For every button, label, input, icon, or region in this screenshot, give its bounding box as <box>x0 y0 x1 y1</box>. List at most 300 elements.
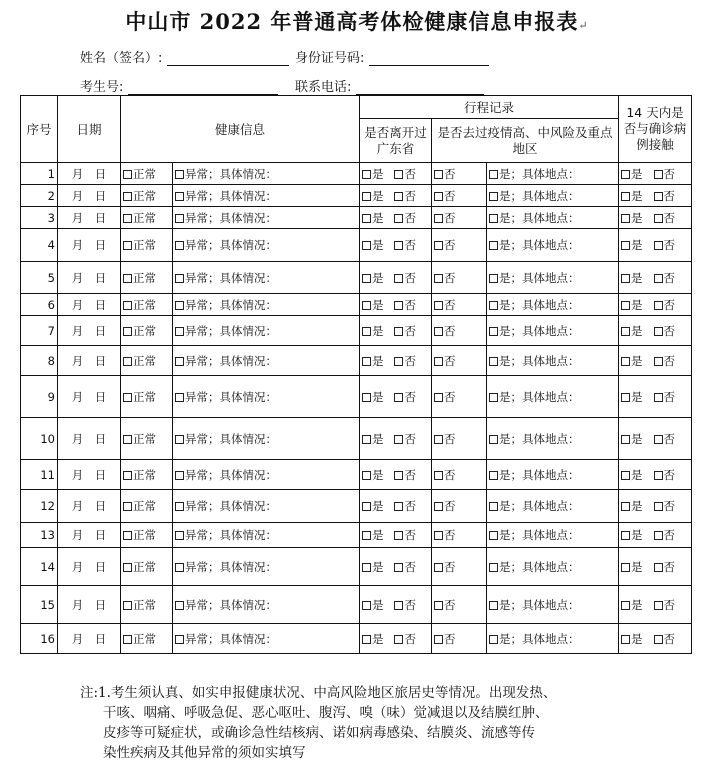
left-gd-yes-checkbox[interactable] <box>362 435 371 444</box>
risk-no-checkbox[interactable] <box>434 274 443 283</box>
row-abnormal-option[interactable]: 异常；具体情况： <box>173 346 360 376</box>
contact-no-checkbox[interactable] <box>654 301 663 310</box>
risk-no-checkbox[interactable] <box>434 435 443 444</box>
row-seq: 4 <box>21 229 58 262</box>
left-gd-yes-checkbox[interactable] <box>362 241 371 250</box>
row-contact[interactable]: 是 否 <box>619 548 692 586</box>
row-normal-option[interactable]: 正常 <box>121 316 173 346</box>
contact-no-checkbox[interactable] <box>654 192 663 201</box>
row-seq: 1 <box>21 163 58 185</box>
risk-no-checkbox[interactable] <box>434 601 443 610</box>
contact-yes-checkbox[interactable] <box>621 471 630 480</box>
row-risk-yes-option[interactable]: 是；具体地点： <box>487 294 619 316</box>
contact-yes-checkbox[interactable] <box>621 327 630 336</box>
row-left-guangdong[interactable]: 是 否 <box>360 262 432 294</box>
row-left-guangdong[interactable]: 是 否 <box>360 418 432 460</box>
row-risk-yes-option[interactable]: 是；具体地点： <box>487 490 619 523</box>
footnote-line-2: 干咳、咽痛、呼吸急促、恶心呕吐、腹泻、嗅（味）觉减退以及结膜红肿、 <box>103 705 549 721</box>
row-date[interactable]: 月 日 <box>58 586 121 624</box>
header-contact: 14 天内是否与确诊病例接触 <box>619 96 692 163</box>
left-gd-yes-checkbox[interactable] <box>362 471 371 480</box>
risk-no-checkbox[interactable] <box>434 357 443 366</box>
contact-yes-checkbox[interactable] <box>621 192 630 201</box>
risk-yes-checkbox[interactable] <box>489 502 498 511</box>
row-risk-yes-option[interactable]: 是；具体地点： <box>487 376 619 418</box>
contact-no-checkbox[interactable] <box>654 241 663 250</box>
row-date[interactable]: 月 日 <box>58 376 121 418</box>
contact-no-checkbox[interactable] <box>654 601 663 610</box>
row-normal-option[interactable]: 正常 <box>121 262 173 294</box>
row-left-guangdong[interactable]: 是 否 <box>360 316 432 346</box>
left-gd-no-checkbox[interactable] <box>394 435 403 444</box>
name-label: 姓名（签名）: <box>80 51 163 66</box>
footnote-line-3: 皮疹等可疑症状，或确诊急性结核病、诺如病毒感染、结膜炎、流感等传 <box>103 725 535 741</box>
row-abnormal-option[interactable]: 异常；具体情况： <box>173 624 360 654</box>
table-row <box>21 376 692 418</box>
row-abnormal-option[interactable]: 异常；具体情况： <box>173 185 360 207</box>
normal-checkbox[interactable] <box>123 214 132 223</box>
left-gd-yes-checkbox[interactable] <box>362 357 371 366</box>
row-risk-yes-option[interactable]: 是；具体地点： <box>487 418 619 460</box>
row-left-guangdong[interactable]: 是 否 <box>360 207 432 229</box>
footnote <box>80 683 680 763</box>
abnormal-checkbox[interactable] <box>175 601 184 610</box>
footnote-line-4: 染性疾病及其他异常的须如实填写 <box>103 745 306 761</box>
left-gd-no-checkbox[interactable] <box>394 170 403 179</box>
abnormal-checkbox[interactable] <box>175 635 184 644</box>
table-row <box>21 523 692 548</box>
left-gd-no-checkbox[interactable] <box>394 635 403 644</box>
normal-checkbox[interactable] <box>123 563 132 572</box>
row-contact[interactable]: 是 否 <box>619 229 692 262</box>
risk-yes-checkbox[interactable] <box>489 635 498 644</box>
row-seq: 8 <box>21 346 58 376</box>
row-risk-no-option[interactable]: 否 <box>432 460 487 490</box>
risk-no-checkbox[interactable] <box>434 214 443 223</box>
row-left-guangdong[interactable]: 是 否 <box>360 523 432 548</box>
normal-checkbox[interactable] <box>123 635 132 644</box>
table-row <box>21 418 692 460</box>
abnormal-checkbox[interactable] <box>175 435 184 444</box>
row-date[interactable]: 月 日 <box>58 185 121 207</box>
row-normal-option[interactable]: 正常 <box>121 229 173 262</box>
row-contact[interactable]: 是 否 <box>619 163 692 185</box>
abnormal-checkbox[interactable] <box>175 301 184 310</box>
page-title <box>0 6 714 36</box>
contact-yes-checkbox[interactable] <box>621 301 630 310</box>
row-date[interactable]: 月 日 <box>58 490 121 523</box>
row-risk-no-option[interactable]: 否 <box>432 185 487 207</box>
row-risk-yes-option[interactable]: 是；具体地点： <box>487 346 619 376</box>
risk-yes-checkbox[interactable] <box>489 393 498 402</box>
normal-checkbox[interactable] <box>123 274 132 283</box>
table-row <box>21 262 692 294</box>
contact-no-checkbox[interactable] <box>654 563 663 572</box>
left-gd-no-checkbox[interactable] <box>394 327 403 336</box>
left-gd-yes-checkbox[interactable] <box>362 214 371 223</box>
row-normal-option[interactable]: 正常 <box>121 490 173 523</box>
abnormal-checkbox[interactable] <box>175 393 184 402</box>
row-normal-option[interactable]: 正常 <box>121 624 173 654</box>
row-risk-no-option[interactable]: 否 <box>432 586 487 624</box>
risk-no-checkbox[interactable] <box>434 192 443 201</box>
row-left-guangdong[interactable]: 是 否 <box>360 624 432 654</box>
row-risk-no-option[interactable]: 否 <box>432 548 487 586</box>
left-gd-yes-checkbox[interactable] <box>362 393 371 402</box>
row-date[interactable]: 月 日 <box>58 523 121 548</box>
normal-checkbox[interactable] <box>123 241 132 250</box>
risk-yes-checkbox[interactable] <box>489 214 498 223</box>
normal-checkbox[interactable] <box>123 327 132 336</box>
contact-no-checkbox[interactable] <box>654 214 663 223</box>
contact-yes-checkbox[interactable] <box>621 435 630 444</box>
contact-yes-checkbox[interactable] <box>621 393 630 402</box>
row-normal-option[interactable]: 正常 <box>121 163 173 185</box>
abnormal-checkbox[interactable] <box>175 241 184 250</box>
row-seq: 11 <box>21 460 58 490</box>
table-row <box>21 624 692 654</box>
risk-no-checkbox[interactable] <box>434 301 443 310</box>
row-abnormal-option[interactable]: 异常；具体情况： <box>173 548 360 586</box>
row-left-guangdong[interactable]: 是 否 <box>360 376 432 418</box>
row-contact[interactable]: 是 否 <box>619 346 692 376</box>
contact-no-checkbox[interactable] <box>654 502 663 511</box>
row-risk-yes-option[interactable]: 是；具体地点： <box>487 207 619 229</box>
row-normal-option[interactable]: 正常 <box>121 346 173 376</box>
abnormal-checkbox[interactable] <box>175 214 184 223</box>
left-gd-yes-checkbox[interactable] <box>362 301 371 310</box>
abnormal-checkbox[interactable] <box>175 170 184 179</box>
row-date[interactable]: 月 日 <box>58 460 121 490</box>
row-left-guangdong[interactable]: 是 否 <box>360 294 432 316</box>
abnormal-checkbox[interactable] <box>175 192 184 201</box>
left-gd-no-checkbox[interactable] <box>394 214 403 223</box>
row-risk-yes-option[interactable]: 是；具体地点： <box>487 229 619 262</box>
table-row <box>21 460 692 490</box>
left-gd-yes-checkbox[interactable] <box>362 192 371 201</box>
left-gd-yes-checkbox[interactable] <box>362 563 371 572</box>
row-seq: 6 <box>21 294 58 316</box>
risk-yes-checkbox[interactable] <box>489 471 498 480</box>
row-left-guangdong[interactable]: 是 否 <box>360 548 432 586</box>
row-risk-no-option[interactable]: 否 <box>432 346 487 376</box>
table-row <box>21 294 692 316</box>
normal-checkbox[interactable] <box>123 435 132 444</box>
row-risk-yes-option[interactable]: 是；具体地点： <box>487 460 619 490</box>
left-gd-no-checkbox[interactable] <box>394 471 403 480</box>
risk-yes-checkbox[interactable] <box>489 327 498 336</box>
row-contact[interactable]: 是 否 <box>619 418 692 460</box>
row-seq: 10 <box>21 418 58 460</box>
row-date[interactable]: 月 日 <box>58 418 121 460</box>
exam-no-input-line[interactable] <box>128 80 278 95</box>
row-left-guangdong[interactable]: 是 否 <box>360 229 432 262</box>
row-contact[interactable]: 是 否 <box>619 460 692 490</box>
table-body <box>21 163 692 654</box>
risk-yes-checkbox[interactable] <box>489 301 498 310</box>
table-row <box>21 490 692 523</box>
abnormal-checkbox[interactable] <box>175 531 184 540</box>
contact-no-checkbox[interactable] <box>654 357 663 366</box>
row-risk-no-option[interactable]: 否 <box>432 490 487 523</box>
id-field-row <box>295 47 489 66</box>
contact-no-checkbox[interactable] <box>654 327 663 336</box>
contact-no-checkbox[interactable] <box>654 435 663 444</box>
row-left-guangdong[interactable]: 是 否 <box>360 163 432 185</box>
row-risk-yes-option[interactable]: 是；具体地点： <box>487 586 619 624</box>
row-seq: 15 <box>21 586 58 624</box>
risk-yes-checkbox[interactable] <box>489 601 498 610</box>
contact-yes-checkbox[interactable] <box>621 241 630 250</box>
row-seq: 2 <box>21 185 58 207</box>
row-contact[interactable]: 是 否 <box>619 207 692 229</box>
row-risk-no-option[interactable]: 否 <box>432 376 487 418</box>
table-row <box>21 229 692 262</box>
row-seq: 7 <box>21 316 58 346</box>
normal-checkbox[interactable] <box>123 601 132 610</box>
declaration-table <box>20 95 692 654</box>
row-left-guangdong[interactable]: 是 否 <box>360 346 432 376</box>
left-gd-no-checkbox[interactable] <box>394 192 403 201</box>
table-row <box>21 346 692 376</box>
row-left-guangdong[interactable]: 是 否 <box>360 185 432 207</box>
name-field-row <box>80 47 289 66</box>
row-contact[interactable]: 是 否 <box>619 316 692 346</box>
left-gd-yes-checkbox[interactable] <box>362 531 371 540</box>
abnormal-checkbox[interactable] <box>175 502 184 511</box>
abnormal-checkbox[interactable] <box>175 274 184 283</box>
risk-no-checkbox[interactable] <box>434 241 443 250</box>
row-normal-option[interactable]: 正常 <box>121 185 173 207</box>
risk-no-checkbox[interactable] <box>434 170 443 179</box>
row-risk-yes-option[interactable]: 是；具体地点： <box>487 548 619 586</box>
normal-checkbox[interactable] <box>123 170 132 179</box>
row-risk-no-option[interactable]: 否 <box>432 316 487 346</box>
contact-yes-checkbox[interactable] <box>621 502 630 511</box>
row-contact[interactable]: 是 否 <box>619 523 692 548</box>
row-left-guangdong[interactable]: 是 否 <box>360 490 432 523</box>
normal-checkbox[interactable] <box>123 192 132 201</box>
row-abnormal-option[interactable]: 异常；具体情况： <box>173 418 360 460</box>
name-input-line[interactable] <box>167 51 289 66</box>
row-normal-option[interactable]: 正常 <box>121 548 173 586</box>
contact-yes-checkbox[interactable] <box>621 170 630 179</box>
row-contact[interactable]: 是 否 <box>619 624 692 654</box>
contact-yes-checkbox[interactable] <box>621 214 630 223</box>
left-gd-no-checkbox[interactable] <box>394 274 403 283</box>
row-abnormal-option[interactable]: 异常；具体情况： <box>173 207 360 229</box>
row-abnormal-option[interactable]: 异常；具体情况： <box>173 229 360 262</box>
risk-no-checkbox[interactable] <box>434 327 443 336</box>
left-gd-yes-checkbox[interactable] <box>362 327 371 336</box>
row-normal-option[interactable]: 正常 <box>121 460 173 490</box>
contact-yes-checkbox[interactable] <box>621 531 630 540</box>
contact-yes-checkbox[interactable] <box>621 274 630 283</box>
row-risk-no-option[interactable]: 否 <box>432 418 487 460</box>
header-date: 日期 <box>58 96 121 163</box>
contact-no-checkbox[interactable] <box>654 170 663 179</box>
risk-yes-checkbox[interactable] <box>489 274 498 283</box>
phone-label: 联系电话: <box>295 80 352 95</box>
normal-checkbox[interactable] <box>123 357 132 366</box>
row-risk-yes-option[interactable]: 是；具体地点： <box>487 163 619 185</box>
row-seq: 3 <box>21 207 58 229</box>
normal-checkbox[interactable] <box>123 393 132 402</box>
row-risk-no-option[interactable]: 否 <box>432 262 487 294</box>
contact-no-checkbox[interactable] <box>654 635 663 644</box>
row-normal-option[interactable]: 正常 <box>121 294 173 316</box>
risk-yes-checkbox[interactable] <box>489 357 498 366</box>
row-left-guangdong[interactable]: 是 否 <box>360 460 432 490</box>
left-gd-no-checkbox[interactable] <box>394 502 403 511</box>
header-travel: 行程记录 <box>360 96 619 119</box>
row-abnormal-option[interactable]: 异常；具体情况： <box>173 294 360 316</box>
header-health: 健康信息 <box>121 96 360 163</box>
row-contact[interactable]: 是 否 <box>619 294 692 316</box>
row-left-guangdong[interactable]: 是 否 <box>360 586 432 624</box>
table-row <box>21 548 692 586</box>
contact-yes-checkbox[interactable] <box>621 563 630 572</box>
contact-no-checkbox[interactable] <box>654 471 663 480</box>
normal-checkbox[interactable] <box>123 301 132 310</box>
row-abnormal-option[interactable]: 异常；具体情况： <box>173 586 360 624</box>
risk-yes-checkbox[interactable] <box>489 531 498 540</box>
row-abnormal-option[interactable]: 异常；具体情况： <box>173 262 360 294</box>
row-risk-no-option[interactable]: 否 <box>432 523 487 548</box>
row-risk-yes-option[interactable]: 是；具体地点： <box>487 523 619 548</box>
normal-checkbox[interactable] <box>123 531 132 540</box>
exam-no-label: 考生号: <box>80 80 124 95</box>
row-date[interactable]: 月 日 <box>58 548 121 586</box>
row-abnormal-option[interactable]: 异常；具体情况： <box>173 163 360 185</box>
normal-checkbox[interactable] <box>123 502 132 511</box>
risk-no-checkbox[interactable] <box>434 531 443 540</box>
normal-checkbox[interactable] <box>123 471 132 480</box>
row-contact[interactable]: 是 否 <box>619 262 692 294</box>
risk-yes-checkbox[interactable] <box>489 170 498 179</box>
row-abnormal-option[interactable]: 异常；具体情况： <box>173 523 360 548</box>
contact-yes-checkbox[interactable] <box>621 357 630 366</box>
left-gd-no-checkbox[interactable] <box>394 393 403 402</box>
left-gd-no-checkbox[interactable] <box>394 531 403 540</box>
left-gd-no-checkbox[interactable] <box>394 357 403 366</box>
row-risk-no-option[interactable]: 否 <box>432 624 487 654</box>
row-seq: 5 <box>21 262 58 294</box>
risk-yes-checkbox[interactable] <box>489 192 498 201</box>
left-gd-no-checkbox[interactable] <box>394 241 403 250</box>
contact-no-checkbox[interactable] <box>654 531 663 540</box>
row-date[interactable]: 月 日 <box>58 163 121 185</box>
risk-no-checkbox[interactable] <box>434 563 443 572</box>
row-contact[interactable]: 是 否 <box>619 185 692 207</box>
row-risk-yes-option[interactable]: 是；具体地点： <box>487 316 619 346</box>
risk-no-checkbox[interactable] <box>434 635 443 644</box>
left-gd-no-checkbox[interactable] <box>394 601 403 610</box>
row-date[interactable]: 月 日 <box>58 316 121 346</box>
row-abnormal-option[interactable]: 异常；具体情况： <box>173 490 360 523</box>
header-seq: 序号 <box>21 96 58 163</box>
risk-no-checkbox[interactable] <box>434 502 443 511</box>
row-risk-yes-option[interactable]: 是；具体地点： <box>487 624 619 654</box>
abnormal-checkbox[interactable] <box>175 563 184 572</box>
abnormal-checkbox[interactable] <box>175 357 184 366</box>
id-label: 身份证号码: <box>295 51 365 66</box>
footnote-line-1: 注:1.考生须认真、如实申报健康状况、中高风险地区旅居史等情况。出现发热、 <box>80 685 557 701</box>
row-date[interactable]: 月 日 <box>58 624 121 654</box>
left-gd-yes-checkbox[interactable] <box>362 274 371 283</box>
row-contact[interactable]: 是 否 <box>619 376 692 418</box>
table-row <box>21 586 692 624</box>
row-risk-no-option[interactable]: 否 <box>432 229 487 262</box>
table-row <box>21 163 692 185</box>
phone-field-row <box>295 76 484 95</box>
table-row <box>21 207 692 229</box>
id-input-line[interactable] <box>369 51 489 66</box>
risk-yes-checkbox[interactable] <box>489 563 498 572</box>
row-date[interactable]: 月 日 <box>58 207 121 229</box>
row-seq: 13 <box>21 523 58 548</box>
row-risk-no-option[interactable]: 否 <box>432 294 487 316</box>
title-text: 中山市 2022 年普通高考体检健康信息申报表 <box>125 9 579 34</box>
left-gd-yes-checkbox[interactable] <box>362 601 371 610</box>
left-gd-no-checkbox[interactable] <box>394 563 403 572</box>
header-risk-area: 是否去过疫情高、中风险及重点地区 <box>432 119 619 163</box>
row-normal-option[interactable]: 正常 <box>121 418 173 460</box>
left-gd-no-checkbox[interactable] <box>394 301 403 310</box>
row-seq: 14 <box>21 548 58 586</box>
phone-input-line[interactable] <box>356 80 484 95</box>
row-risk-no-option[interactable]: 否 <box>432 207 487 229</box>
risk-yes-checkbox[interactable] <box>489 241 498 250</box>
abnormal-checkbox[interactable] <box>175 327 184 336</box>
risk-no-checkbox[interactable] <box>434 471 443 480</box>
row-contact[interactable]: 是 否 <box>619 586 692 624</box>
row-seq: 12 <box>21 490 58 523</box>
left-gd-yes-checkbox[interactable] <box>362 502 371 511</box>
table-row <box>21 316 692 346</box>
table-row <box>21 185 692 207</box>
row-date[interactable]: 月 日 <box>58 229 121 262</box>
row-normal-option[interactable]: 正常 <box>121 376 173 418</box>
row-risk-yes-option[interactable]: 是；具体地点： <box>487 262 619 294</box>
contact-no-checkbox[interactable] <box>654 274 663 283</box>
row-abnormal-option[interactable]: 异常；具体情况： <box>173 376 360 418</box>
header-left-guangdong: 是否离开过广东省 <box>360 119 432 163</box>
row-seq: 16 <box>21 624 58 654</box>
left-gd-yes-checkbox[interactable] <box>362 170 371 179</box>
row-date[interactable]: 月 日 <box>58 294 121 316</box>
row-risk-no-option[interactable]: 否 <box>432 163 487 185</box>
row-normal-option[interactable]: 正常 <box>121 586 173 624</box>
row-date[interactable]: 月 日 <box>58 262 121 294</box>
row-abnormal-option[interactable]: 异常；具体情况： <box>173 460 360 490</box>
row-normal-option[interactable]: 正常 <box>121 523 173 548</box>
exam-no-field-row <box>80 76 278 95</box>
left-gd-yes-checkbox[interactable] <box>362 635 371 644</box>
contact-yes-checkbox[interactable] <box>621 601 630 610</box>
row-date[interactable]: 月 日 <box>58 346 121 376</box>
row-contact[interactable]: 是 否 <box>619 490 692 523</box>
row-risk-yes-option[interactable]: 是；具体地点： <box>487 185 619 207</box>
row-normal-option[interactable]: 正常 <box>121 207 173 229</box>
risk-no-checkbox[interactable] <box>434 393 443 402</box>
abnormal-checkbox[interactable] <box>175 471 184 480</box>
row-seq: 9 <box>21 376 58 418</box>
contact-yes-checkbox[interactable] <box>621 635 630 644</box>
contact-no-checkbox[interactable] <box>654 393 663 402</box>
row-abnormal-option[interactable]: 异常；具体情况： <box>173 316 360 346</box>
risk-yes-checkbox[interactable] <box>489 435 498 444</box>
